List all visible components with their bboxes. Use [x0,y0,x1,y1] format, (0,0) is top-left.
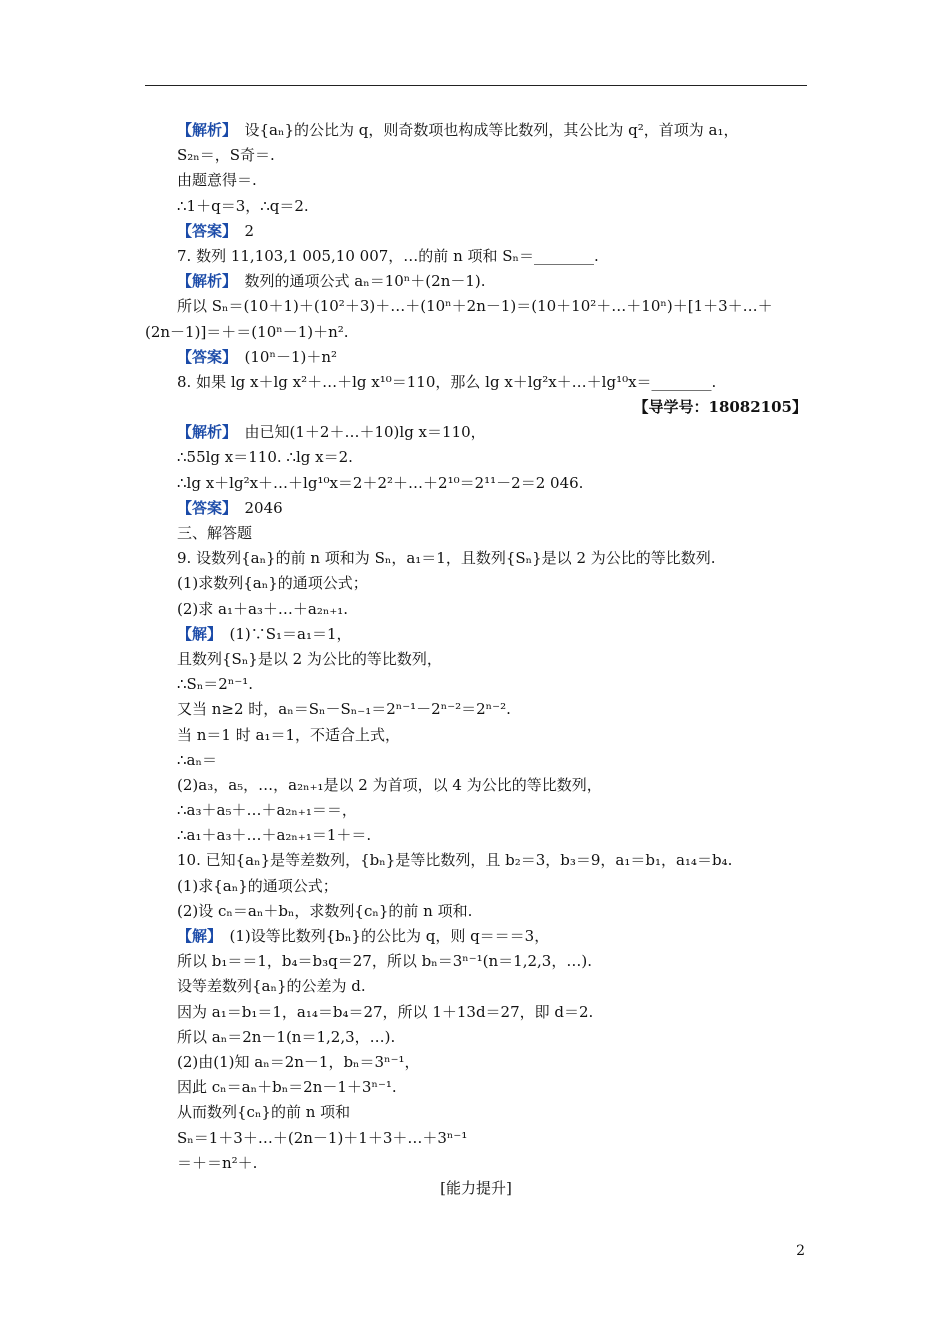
line-text: 所以 Sₙ＝(10＋1)＋(10²＋3)＋…＋(10ⁿ＋2n－1)＝(10＋10²＋…＋10ⁿ)＋[1＋3＋…＋ [177,297,773,316]
section-label: 【解】 [177,624,215,643]
text-line [145,798,807,823]
line-text: (2)由(1)知 aₙ＝2n－1，bₙ＝3ⁿ⁻¹， [177,1052,420,1071]
text-line [145,697,807,722]
text-line [145,672,807,697]
text-line [145,874,807,899]
text-line [145,773,807,798]
text-line [145,294,807,319]
line-text: ∴55lg x＝110. ∴lg x＝2. [177,448,353,467]
line-text: (10ⁿ－1)＋n² [229,347,338,366]
text-line [145,521,807,546]
text-line [145,345,807,370]
text-line [145,420,807,445]
section-label: 【解析】 [177,272,230,291]
line-text: (2n－1)]＝＋＝(10ⁿ－1)＋n². [145,322,349,341]
line-text: S₂ₙ＝，S奇＝. [177,146,275,165]
text-line [145,118,807,143]
text-line [145,1025,807,1050]
text-line [145,320,807,345]
text-line [145,1176,807,1201]
line-text: 由已知(1＋2＋…＋10)lg x＝110， [229,423,486,442]
text-line [145,168,807,193]
text-line [145,546,807,571]
text-line [145,143,807,168]
text-line [145,1000,807,1025]
header-rule [145,85,807,86]
line-text: ∴aₙ＝ [177,750,217,769]
line-text: (1)∵S₁＝a₁＝1， [214,624,352,643]
line-text: ∴lg x＋lg²x＋…＋lg¹⁰x＝2＋2²＋…＋2¹⁰＝2¹¹－2＝2 046. [177,473,584,492]
text-line [145,395,807,420]
line-text: ∴Sₙ＝2ⁿ⁻¹. [177,675,254,694]
text-line [145,471,807,496]
document-body [145,118,807,1201]
line-text: ∴a₃＋a₅＋…＋a₂ₙ₊₁＝＝， [177,801,357,820]
text-line [145,924,807,949]
line-text: (1)设等比数列{bₙ}的公比为 q，则 q＝＝＝3， [214,927,550,945]
page-number: 2 [796,1243,805,1259]
line-text: ∴a₁＋a₃＋…＋a₂ₙ₊₁＝1＋＝. [177,826,372,845]
line-text: ＝＋＝n²＋. [177,1153,258,1172]
text-line [145,597,807,622]
line-text: 8. 如果 lg x＋lg x²＋…＋lg x¹⁰＝110，那么 lg x＋lg²x＋…＋lg¹⁰x＝________. [177,372,717,391]
text-line [145,748,807,773]
line-text: 三、解答题 [177,524,253,542]
text-line [145,571,807,596]
line-text: 设{aₙ}的公比为 q，则奇数项也构成等比数列，其公比为 q²，首项为 a₁， [229,121,739,139]
section-label: 【解析】 [177,121,230,139]
line-text: (2)求 a₁＋a₃＋…＋a₂ₙ₊₁. [177,599,349,618]
line-text: [能力提升] [440,1178,512,1197]
section-label: 【解】 [177,927,215,945]
text-line [145,723,807,748]
text-line [145,848,807,873]
line-text: (2)a₃，a₅，…，a₂ₙ₊₁是以 2 为首项，以 4 为公比的等比数列， [177,775,602,794]
text-line [145,1050,807,1075]
text-line [145,244,807,269]
line-text: 10. 已知{aₙ}是等差数列，{bₙ}是等比数列，且 b₂＝3，b₃＝9，a₁＝b₁，a₁₄＝b₄. [177,851,733,870]
text-line [145,194,807,219]
section-label: 【答案】 [177,221,230,240]
text-line [145,1126,807,1151]
line-text: (1)求{aₙ}的通项公式； [177,876,338,895]
text-line [145,823,807,848]
text-line [145,1151,807,1176]
line-text: 数列的通项公式 aₙ＝10ⁿ＋(2n－1). [229,272,486,291]
line-text: 从而数列{cₙ}的前 n 项和 [177,1103,351,1122]
line-text: 2046 [229,498,283,517]
line-text: 【导学号：18082105】 [633,398,807,417]
line-text: 且数列{Sₙ}是以 2 为公比的等比数列， [177,649,442,668]
line-text: 又当 n≥2 时，aₙ＝Sₙ－Sₙ₋₁＝2ⁿ⁻¹－2ⁿ⁻²＝2ⁿ⁻². [177,700,511,719]
text-line [145,1075,807,1100]
text-line [145,1100,807,1125]
line-text: 所以 aₙ＝2n－1(n＝1,2,3，…). [177,1027,396,1046]
text-line [145,269,807,294]
text-line [145,974,807,999]
line-text: (1)求数列{aₙ}的通项公式； [177,574,368,593]
text-line [145,622,807,647]
line-text: ∴1＋q＝3，∴q＝2. [177,196,309,215]
section-label: 【解析】 [177,423,230,442]
text-line [145,445,807,470]
text-line [145,899,807,924]
text-line [145,647,807,672]
line-text: 因此 cₙ＝aₙ＋bₙ＝2n－1＋3ⁿ⁻¹. [177,1078,397,1097]
section-label: 【答案】 [177,347,230,366]
text-line [145,496,807,521]
line-text: (2)设 cₙ＝aₙ＋bₙ，求数列{cₙ}的前 n 项和. [177,901,473,920]
text-line [145,219,807,244]
line-text: 当 n＝1 时 a₁＝1，不适合上式， [177,725,401,744]
line-text: 设等差数列{aₙ}的公差为 d. [177,977,366,996]
line-text: 所以 b₁＝＝1，b₄＝b₃q＝27，所以 bₙ＝3ⁿ⁻¹(n＝1,2,3，…). [177,952,592,971]
line-text: 因为 a₁＝b₁＝1，a₁₄＝b₄＝27，所以 1＋13d＝27，即 d＝2. [177,1002,594,1021]
line-text: 7. 数列 11,103,1 005,10 007，…的前 n 项和 Sₙ＝________. [177,246,599,265]
line-text: 由题意得＝. [177,171,257,190]
line-text: 2 [229,221,255,240]
line-text: 9. 设数列{aₙ}的前 n 项和为 Sₙ，a₁＝1，且数列{Sₙ}是以 2 为公比的等比数列. [177,549,716,568]
text-line [145,370,807,395]
line-text: Sₙ＝1＋3＋…＋(2n－1)＋1＋3＋…＋3ⁿ⁻¹ [177,1128,468,1147]
text-line [145,949,807,974]
section-label: 【答案】 [177,498,230,517]
